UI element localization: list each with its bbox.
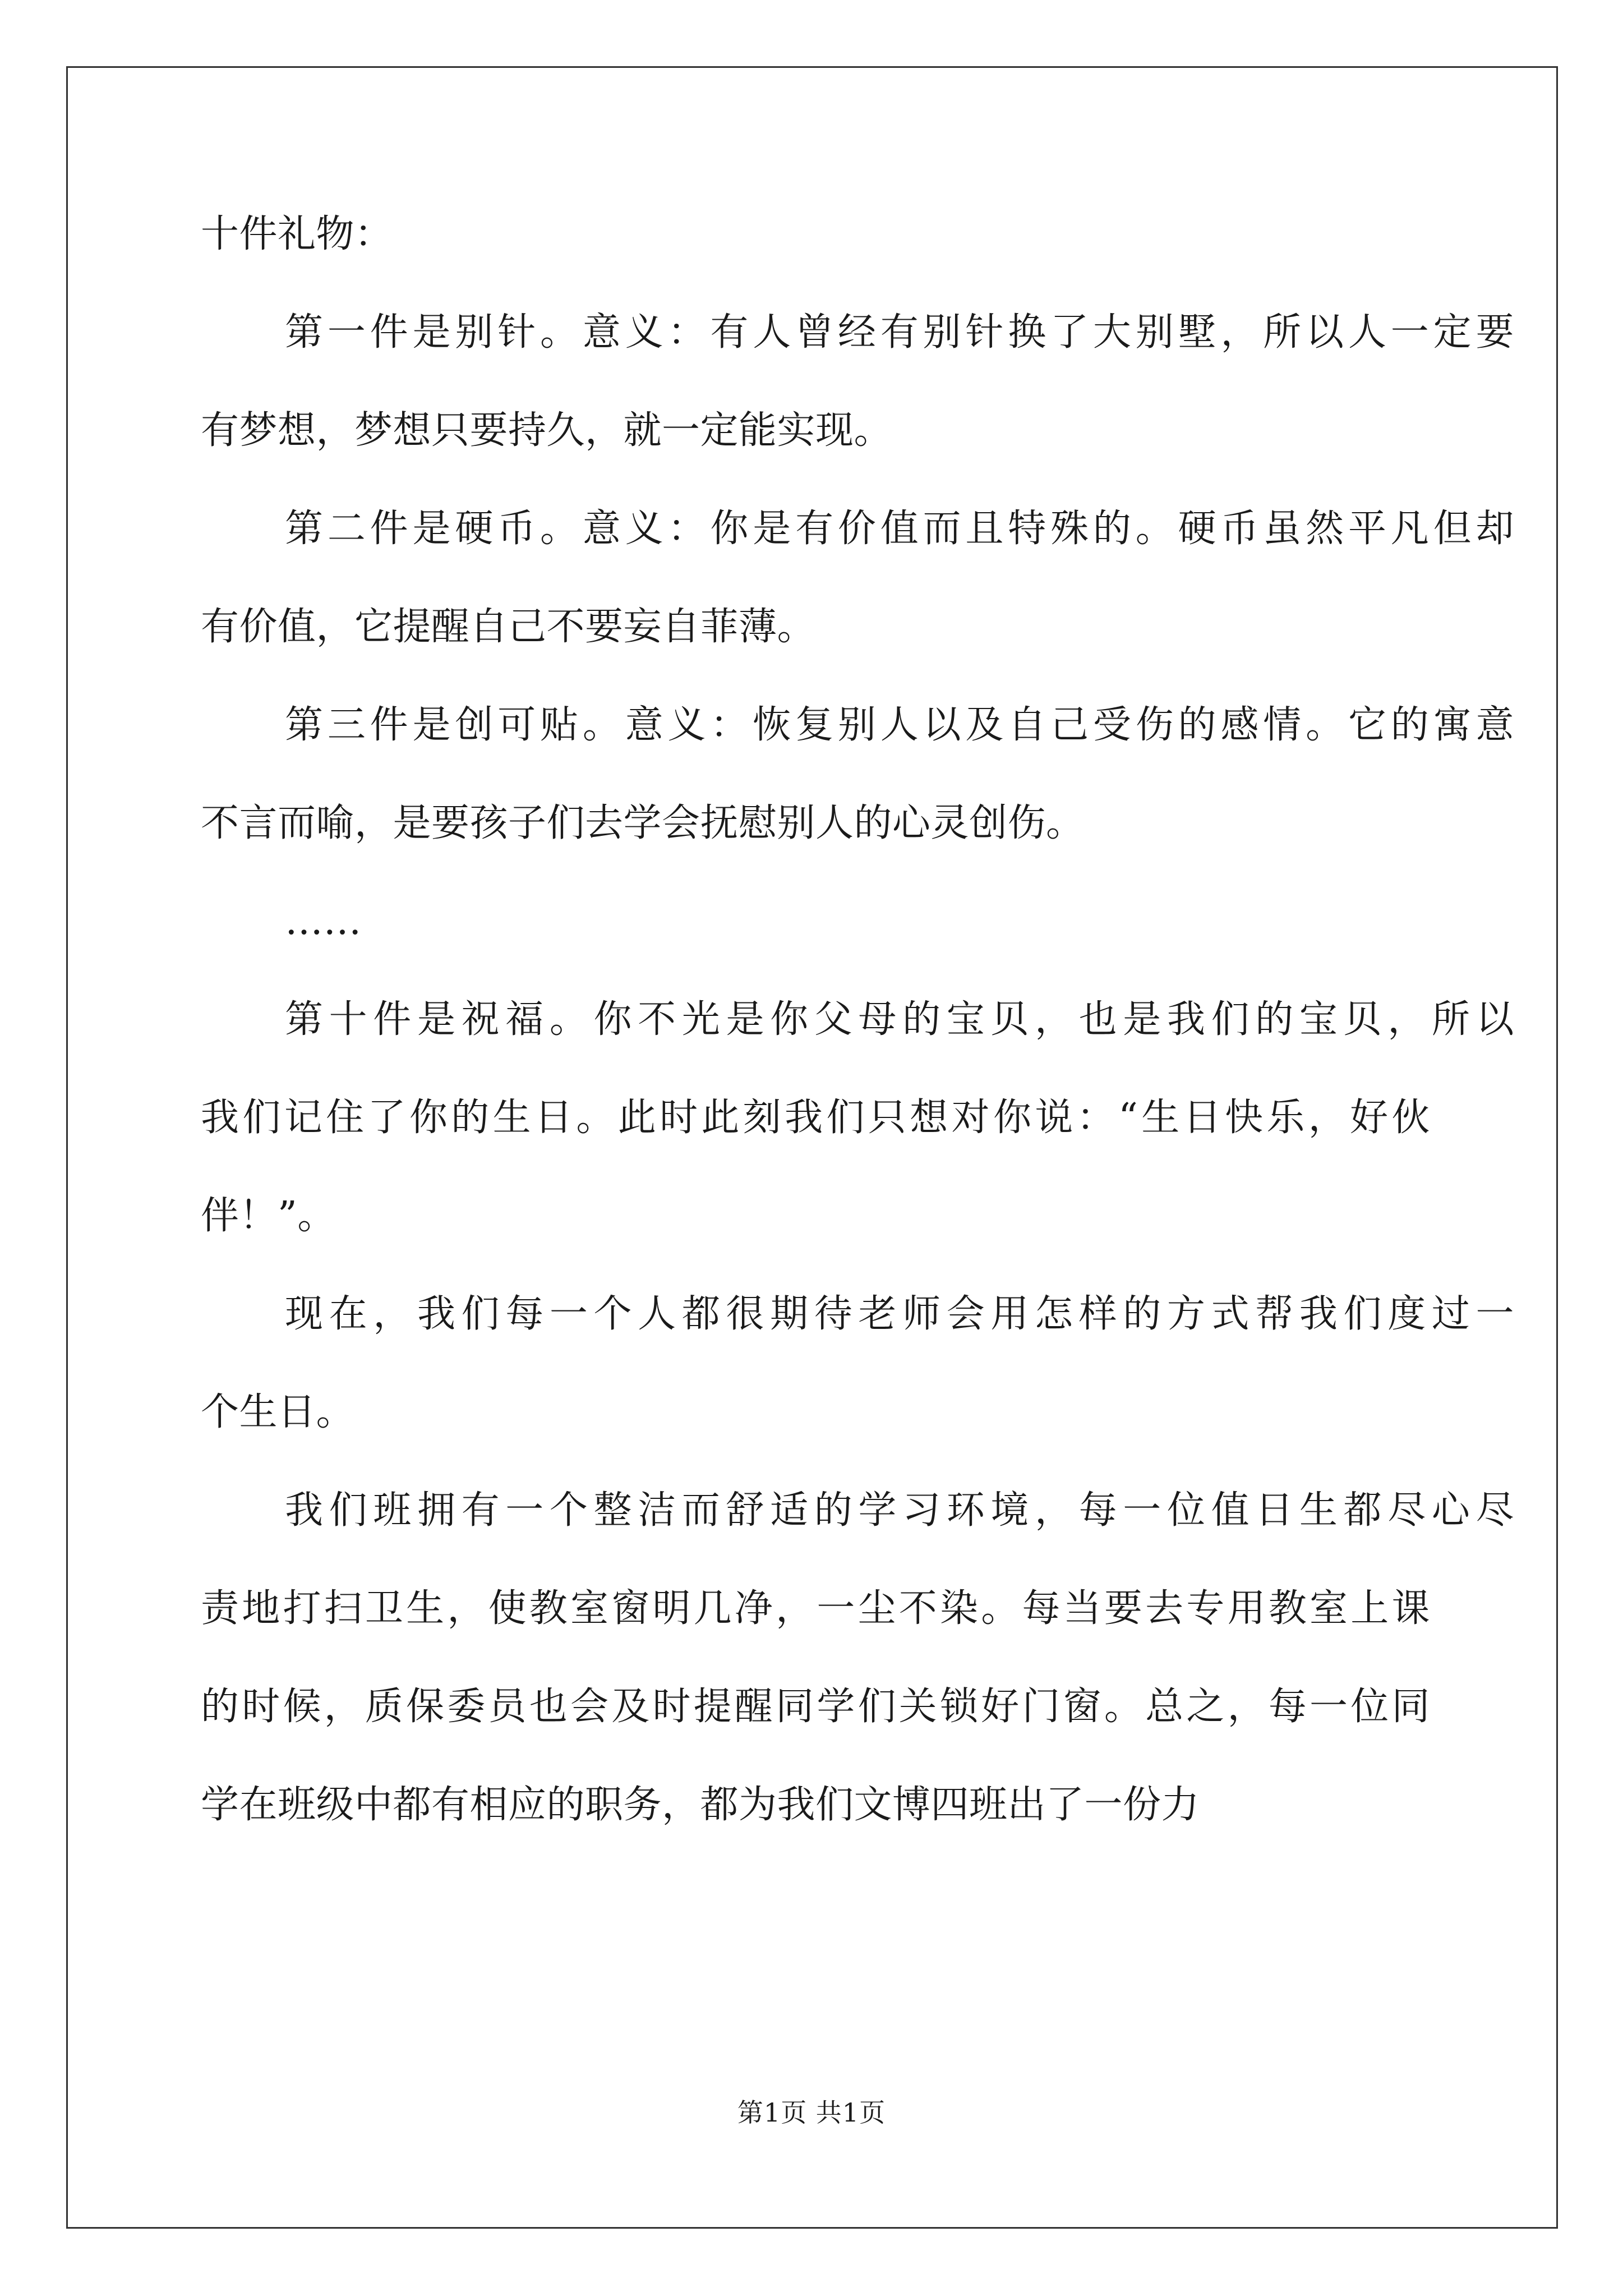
paragraph-gift-ten-line-1: 第十件是祝福。你不光是你父母的宝贝，也是我们的宝贝，所以 bbox=[285, 997, 1514, 1042]
page-number-footer: 第1页 共1页 bbox=[737, 2097, 886, 2128]
heading-ten-gifts: 十件礼物： bbox=[201, 212, 393, 256]
paragraph-class-line-3: 的时候，质保委员也会及时提醒同学们关锁好门窗。总之，每一位同 bbox=[201, 1685, 1430, 1729]
paragraph-gift-one-line-1: 第一件是别针。意义：有人曾经有别针换了大别墅，所以人一定要 bbox=[285, 310, 1514, 355]
paragraph-class-line-4: 学在班级中都有相应的职务，都为我们文博四班出了一份力 bbox=[201, 1783, 1200, 1827]
paragraph-class-line-2: 责地打扫卫生，使教室窗明几净，一尘不染。每当要去专用教室上课 bbox=[201, 1586, 1430, 1631]
paragraph-gift-ten-line-3: 伴！”。 bbox=[201, 1194, 336, 1238]
ellipsis-line: …… bbox=[285, 899, 362, 944]
paragraph-gift-three-line-1: 第三件是创可贴。意义：恢复别人以及自己受伤的感情。它的寓意 bbox=[285, 703, 1514, 747]
paragraph-gift-two-line-1: 第二件是硬币。意义：你是有价值而且特殊的。硬币虽然平凡但却 bbox=[285, 507, 1514, 551]
paragraph-gift-one-line-2: 有梦想，梦想只要持久，就一定能实现。 bbox=[201, 408, 893, 453]
paragraph-gift-three-line-2: 不言而喻，是要孩子们去学会抚慰别人的心灵创伤。 bbox=[201, 801, 1085, 845]
paragraph-birthday-line-2: 个生日。 bbox=[201, 1390, 355, 1434]
paragraph-class-line-1: 我们班拥有一个整洁而舒适的学习环境，每一位值日生都尽心尽 bbox=[285, 1488, 1514, 1533]
paragraph-gift-ten-line-2: 我们记住了你的生日。此时此刻我们只想对你说：“生日快乐，好伙 bbox=[201, 1096, 1430, 1140]
paragraph-gift-two-line-2: 有价值，它提醒自己不要妄自菲薄。 bbox=[201, 605, 816, 649]
paragraph-birthday-line-1: 现在，我们每一个人都很期待老师会用怎样的方式帮我们度过一 bbox=[285, 1292, 1514, 1336]
document-body bbox=[201, 212, 1514, 1827]
